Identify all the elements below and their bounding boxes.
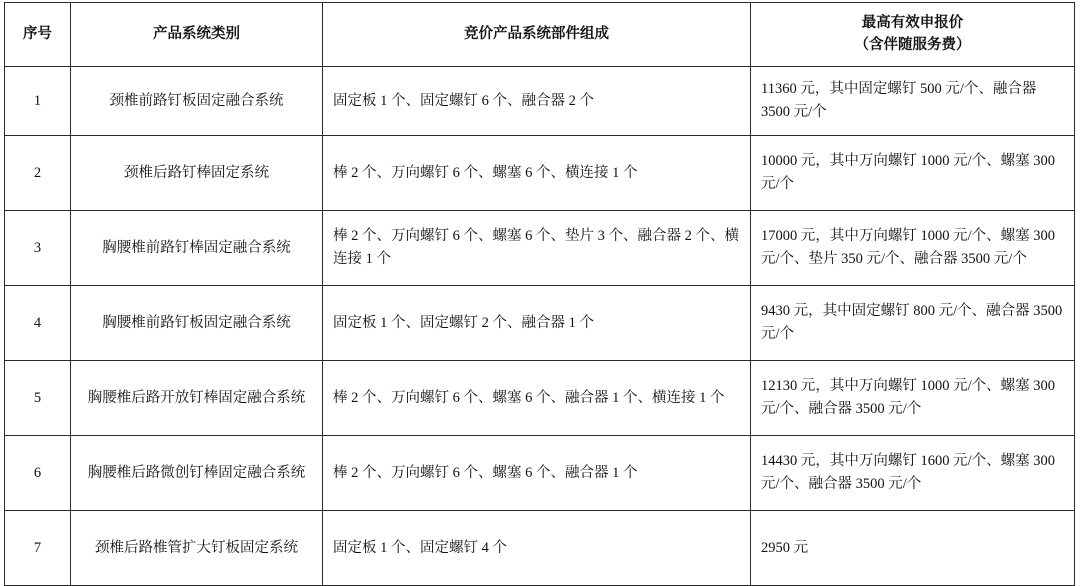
cell-price: 10000 元，其中万向螺钉 1000 元/个、螺塞 300 元/个 <box>751 135 1075 210</box>
cell-price: 17000 元，其中万向螺钉 1000 元/个、螺塞 300 元/个、垫片 350 元/个、融合器 3500 元/个 <box>751 210 1075 285</box>
cell-parts: 棒 2 个、万向螺钉 6 个、螺塞 6 个、横连接 1 个 <box>323 135 751 210</box>
cell-parts: 固定板 1 个、固定螺钉 2 个、融合器 1 个 <box>323 285 751 360</box>
cell-category: 颈椎前路钉板固定融合系统 <box>71 66 323 135</box>
cell-price: 12130 元，其中万向螺钉 1000 元/个、螺塞 300 元/个、融合器 3500 元/个 <box>751 360 1075 435</box>
cell-category: 胸腰椎后路开放钉棒固定融合系统 <box>71 360 323 435</box>
table-row <box>5 66 1075 135</box>
cell-no: 6 <box>5 435 71 510</box>
cell-price: 11360 元，其中固定螺钉 500 元/个、融合器 3500 元/个 <box>751 66 1075 135</box>
table-header-row <box>5 3 1075 67</box>
column-header-price-line2: （含伴随服务费） <box>854 37 971 54</box>
cell-price: 2950 元 <box>751 510 1075 585</box>
table-row <box>5 210 1075 285</box>
cell-no: 7 <box>5 510 71 585</box>
column-header-parts: 竞价产品系统部件组成 <box>323 3 751 67</box>
cell-price: 9430 元，其中固定螺钉 800 元/个、融合器 3500 元/个 <box>751 285 1075 360</box>
table-row <box>5 135 1075 210</box>
cell-no: 5 <box>5 360 71 435</box>
cell-no: 2 <box>5 135 71 210</box>
cell-no: 4 <box>5 285 71 360</box>
column-header-no: 序号 <box>5 3 71 67</box>
cell-parts: 棒 2 个、万向螺钉 6 个、螺塞 6 个、融合器 1 个 <box>323 435 751 510</box>
cell-category: 胸腰椎前路钉板固定融合系统 <box>71 285 323 360</box>
cell-no: 3 <box>5 210 71 285</box>
cell-category: 颈椎后路椎管扩大钉板固定系统 <box>71 510 323 585</box>
cell-parts: 固定板 1 个、固定螺钉 4 个 <box>323 510 751 585</box>
cell-no: 1 <box>5 66 71 135</box>
cell-price: 14430 元，其中万向螺钉 1600 元/个、螺塞 300 元/个、融合器 3500 元/个 <box>751 435 1075 510</box>
table-row <box>5 435 1075 510</box>
column-header-price-line1: 最高有效申报价 <box>861 15 964 31</box>
cell-parts: 固定板 1 个、固定螺钉 6 个、融合器 2 个 <box>323 66 751 135</box>
column-header-price <box>751 3 1075 67</box>
cell-parts: 棒 2 个、万向螺钉 6 个、螺塞 6 个、垫片 3 个、融合器 2 个、横连接 1 个 <box>323 210 751 285</box>
table-row <box>5 510 1075 585</box>
column-header-category: 产品系统类别 <box>71 3 323 67</box>
table-row <box>5 360 1075 435</box>
table-row <box>5 285 1075 360</box>
cell-category: 胸腰椎后路微创钉棒固定融合系统 <box>71 435 323 510</box>
cell-category: 颈椎后路钉棒固定系统 <box>71 135 323 210</box>
cell-category: 胸腰椎前路钉棒固定融合系统 <box>71 210 323 285</box>
cell-parts: 棒 2 个、万向螺钉 6 个、螺塞 6 个、融合器 1 个、横连接 1 个 <box>323 360 751 435</box>
product-system-price-table <box>4 2 1075 586</box>
